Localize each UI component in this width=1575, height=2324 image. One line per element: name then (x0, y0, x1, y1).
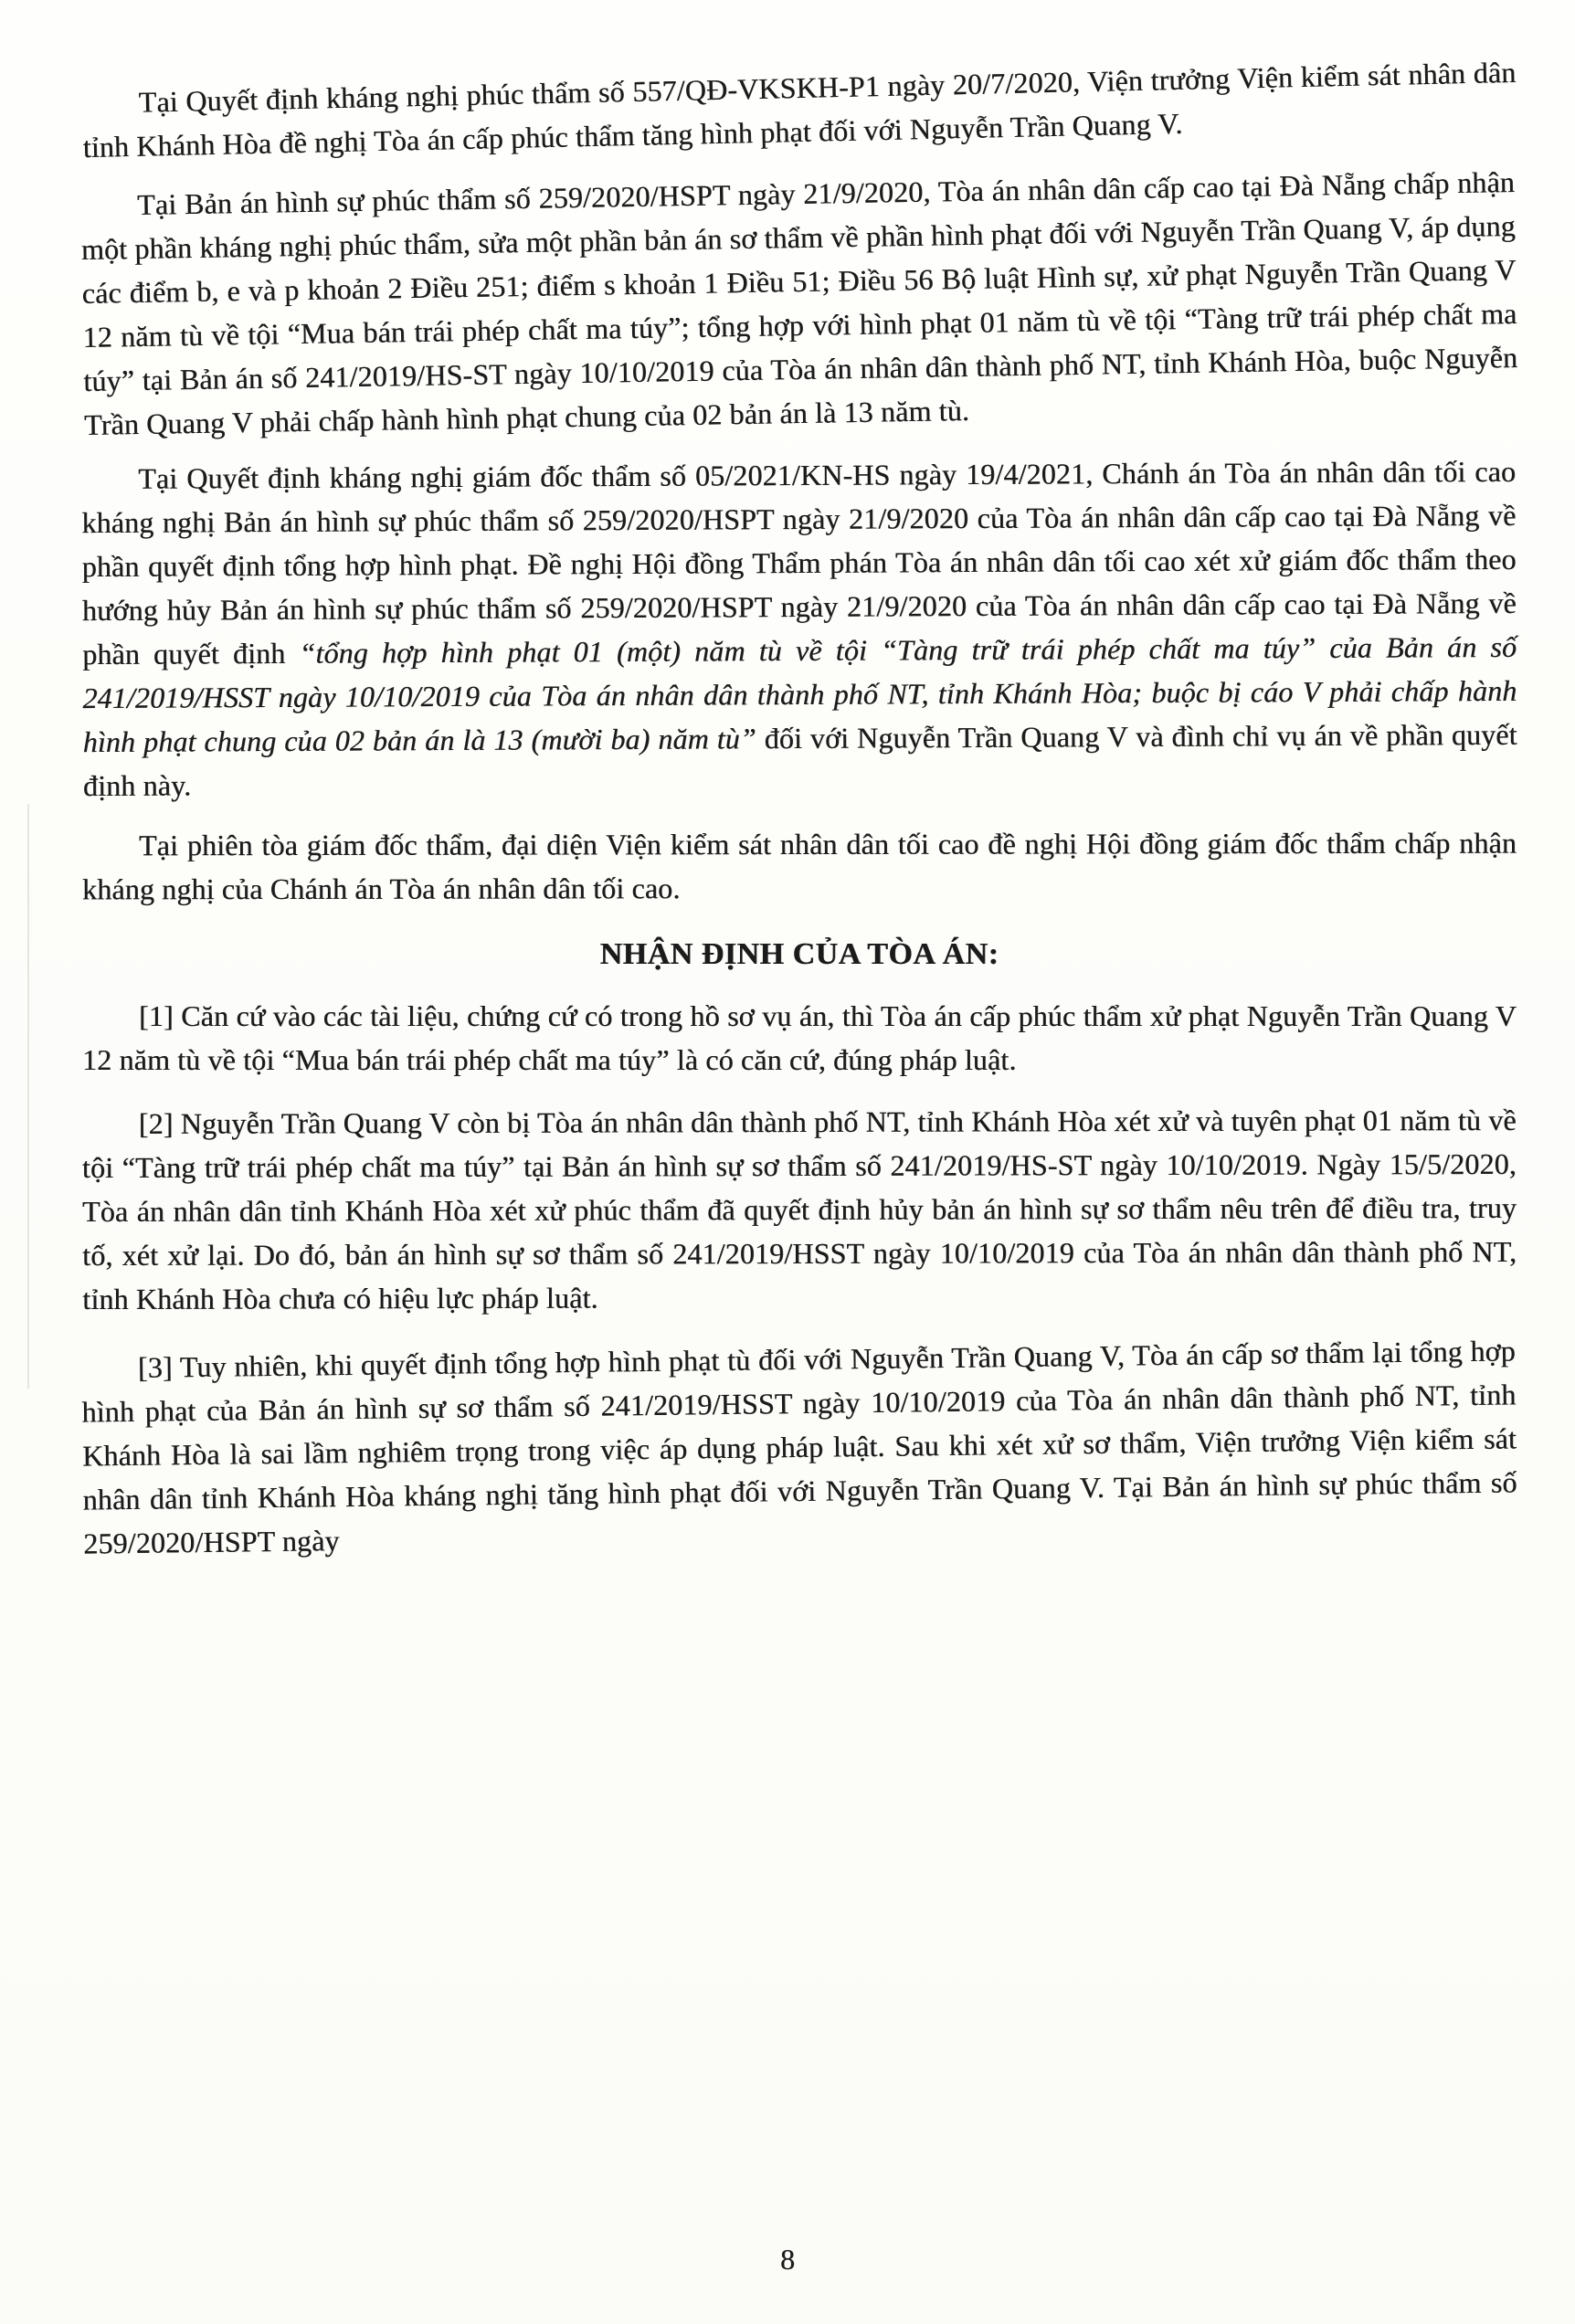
italic-text-segment: “tổng hợp hình phạt 01 (một) năm tù về tội “Tàng trữ trái phép chất ma túy” của Bản án số 241/2019/HSST ngày 10/10/2019 của Tòa án nhân dân thành phố NT, tỉnh Khánh Hòa; buộc bị cáo V phải chấp hành hình phạt chung của 02 bản án là 13 (mười ba) năm tù” (82, 629, 1517, 759)
paragraph (82, 994, 1517, 1082)
paragraph (81, 449, 1517, 808)
text-segment: Tại Bản án hình sự phúc thẩm số 259/2020/HSPT ngày 21/9/2020, Tòa án nhân dân cấp cao tại Đà Nẵng chấp nhận một phần kháng nghị phúc thẩm, sửa một phần bản án sơ thẩm về phần hình phạt đối với Nguyễn Trần Quang V, áp dụng các điểm b, e và p khoản 2 Điều 251; điểm s khoản 1 Điều 51; Điều 56 Bộ luật Hình sự, xử phạt Nguyễn Trần Quang V 12 năm tù về tội “Mua bán trái phép chất ma túy”; tổng hợp với hình phạt 01 năm tù về tội “Tàng trữ trái phép chất ma túy” tại Bản án số 241/2019/HS-ST ngày 10/10/2019 của Tòa án nhân dân thành phố NT, tỉnh Khánh Hòa, buộc Nguyễn Trần Quang V phải chấp hành hình phạt chung của 02 bản án là 13 năm tù. (80, 165, 1518, 441)
document-body (80, 55, 1518, 1575)
paragraph (81, 50, 1517, 169)
text-segment: [3] Tuy nhiên, khi quyết định tổng hợp hình phạt tù đối với Nguyễn Trần Quang V, Tòa án cấp sơ thẩm lại tổng hợp hình phạt của Bản án hình sự sơ thẩm số 241/2019/HSST ngày 10/10/2019 của Tòa án nhân dân thành phố NT, tỉnh Khánh Hòa là sai lầm nghiêm trọng trong việc áp dụng pháp luật. Sau khi xét xử sơ thẩm, Viện trưởng Viện kiểm sát nhân dân tỉnh Khánh Hòa kháng nghị tăng hình phạt đối với Nguyễn Trần Quang V. Tại Bản án hình sự phúc thẩm số 259/2020/HSPT ngày (81, 1334, 1517, 1560)
paragraph (81, 1328, 1518, 1565)
text-segment: [1] Căn cứ vào các tài liệu, chứng cứ có trong hồ sơ vụ án, thì Tòa án cấp phúc thẩm xử phạt Nguyễn Trần Quang V 12 năm tù về tội “Mua bán trái phép chất ma túy” là có căn cứ, đúng pháp luật. (82, 999, 1517, 1076)
text-segment: đối với Nguyễn Trần Quang V và đình chỉ vụ án về phần quyết định này. (82, 717, 1517, 803)
scan-edge-artifact (27, 804, 29, 1389)
paragraph (82, 821, 1517, 912)
text-segment: Tại phiên tòa giám đốc thẩm, đại diện Viện kiểm sát nhân dân tối cao đề nghị Hội đồng giám đốc thẩm chấp nhận kháng nghị của Chánh án Tòa án nhân dân tối cao. (82, 826, 1517, 906)
paragraph (80, 160, 1519, 447)
section-heading (82, 937, 1517, 972)
page-number: 8 (780, 2243, 795, 2276)
paragraph (82, 1098, 1517, 1321)
text-segment: NHẬN ĐỊNH CỦA TÒA ÁN: (599, 937, 999, 971)
text-segment: Tại Quyết định kháng nghị phúc thẩm số 557/QĐ-VKSKH-P1 ngày 20/7/2020, Viện trưởng Viện kiểm sát nhân dân tỉnh Khánh Hòa đề nghị Tòa án cấp phúc thẩm tăng hình phạt đối với Nguyễn Trần Quang V. (82, 55, 1517, 164)
text-segment: Tại Quyết định kháng nghị giám đốc thẩm số 05/2021/KN-HS ngày 19/4/2021, Chánh án Tòa án nhân dân tối cao kháng nghị Bản án hình sự phúc thẩm số 259/2020/HSPT ngày 21/9/2020 của Tòa án nhân dân cấp cao tại Đà Nẵng về phần quyết định tổng hợp hình phạt. Đề nghị Hội đồng Thẩm phán Tòa án nhân dân tối cao xét xử giám đốc thẩm theo hướng hủy Bản án hình sự phúc thẩm số 259/2020/HSPT ngày 21/9/2020 của Tòa án nhân dân cấp cao tại Đà Nẵng về phần quyết định (81, 454, 1517, 671)
text-segment: [2] Nguyễn Trần Quang V còn bị Tòa án nhân dân thành phố NT, tỉnh Khánh Hòa xét xử và tuyên phạt 01 năm tù về tội “Tàng trữ trái phép chất ma túy” tại Bản án hình sự sơ thẩm số 241/2019/HS-ST ngày 10/10/2019. Ngày 15/5/2020, Tòa án nhân dân tỉnh Khánh Hòa xét xử phúc thẩm đã quyết định hủy bản án hình sự sơ thẩm nêu trên để điều tra, truy tố, xét xử lại. Do đó, bản án hình sự sơ thẩm số 241/2019/HSST ngày 10/10/2019 của Tòa án nhân dân thành phố NT, tỉnh Khánh Hòa chưa có hiệu lực pháp luật. (81, 1103, 1517, 1316)
